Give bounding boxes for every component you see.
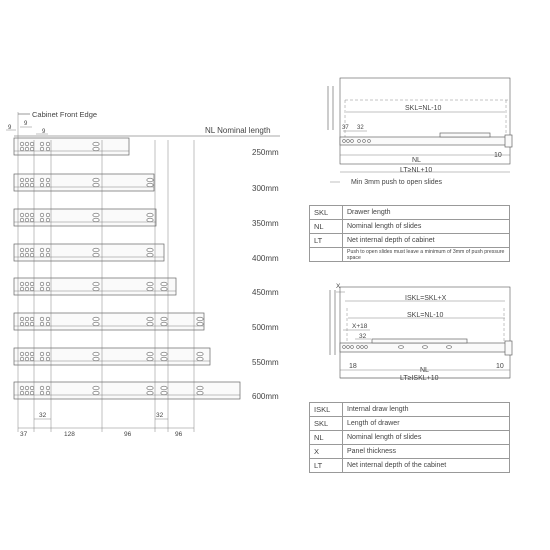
cabinet-front-edge-label: Cabinet Front Edge [32,110,98,119]
mounting-slot [161,317,167,321]
mounting-hole [25,178,29,182]
legend-row [310,206,510,220]
mounting-slot [93,218,99,222]
mounting-hole [40,322,44,326]
mounting-hole [46,287,50,291]
legend-abbr: NL [310,431,343,445]
mounting-hole [25,282,29,286]
mounting-slot [197,391,203,395]
legend-desc: Net internal depth of the cabinet [343,459,510,473]
slide-rail [14,278,176,295]
mounting-hole [46,147,50,151]
mounting-slot [147,391,153,395]
legend-row [310,234,510,248]
mounting-hole [40,248,44,252]
dim-32-b: 32 [156,412,164,419]
mounting-hole [40,218,44,222]
mounting-slot [93,178,99,182]
mounting-slot [161,357,167,361]
mounting-hole [30,213,34,217]
legend-abbr: ISKL [310,403,343,417]
dim-32: 32 [357,125,364,131]
legend-row [310,459,510,473]
mounting-hole [20,218,24,222]
mounting-hole [25,253,29,257]
dim-32-a: 32 [39,412,47,419]
mounting-slot [93,352,99,356]
mounting-hole [46,253,50,257]
legend-abbr [310,248,343,262]
mounting-slot [197,357,203,361]
mounting-slot [147,218,153,222]
legend-table-2 [309,402,510,473]
mounting-hole [30,218,34,222]
legend-abbr: X [310,445,343,459]
mounting-hole [30,142,34,146]
mounting-hole [40,213,44,217]
legend-desc: Nominal length of slides [343,431,510,445]
mounting-slot [197,352,203,356]
mounting-hole [20,352,24,356]
mounting-hole [46,183,50,187]
mounting-hole [20,248,24,252]
mounting-hole [25,391,29,395]
mounting-hole [30,317,34,321]
legend-row [310,445,510,459]
legend-abbr: LT [310,234,343,248]
mounting-hole [30,287,34,291]
mounting-hole [40,147,44,151]
nl-nominal-length-label: NL Nominal length [205,126,271,135]
mounting-hole [40,357,44,361]
mounting-slot [93,253,99,257]
legend-desc: Panel thickness [343,445,510,459]
mounting-slot [147,183,153,187]
legend-desc: Drawer length [343,206,510,220]
slide-rail [14,313,204,330]
mounting-hole [46,317,50,321]
mounting-hole [25,147,29,151]
slide-length-label: 250mm [252,148,279,157]
mounting-hole [40,142,44,146]
iskl-formula-label: ISKL=SKL+X [405,295,447,302]
mounting-hole [30,357,34,361]
mounting-hole [30,391,34,395]
mounting-slot [93,386,99,390]
mounting-hole [30,352,34,356]
dim-32: 32 [359,333,367,340]
mounting-slot [93,322,99,326]
dim-96-b: 96 [175,431,183,438]
mounting-hole [46,142,50,146]
x-label: X [336,283,341,290]
slide-length-label: 550mm [252,358,279,367]
mounting-hole [30,386,34,390]
legend-abbr: SKL [310,417,343,431]
mounting-slot [93,282,99,286]
mounting-slot [93,183,99,187]
slide-length-label: 450mm [252,288,279,297]
mounting-hole [40,183,44,187]
mounting-hole [20,183,24,187]
mounting-hole [46,357,50,361]
mounting-hole [30,248,34,252]
mounting-hole [20,147,24,151]
dim-37: 37 [342,125,349,131]
mounting-hole [25,142,29,146]
mounting-hole [20,253,24,257]
legend-table-1 [309,205,510,262]
mounting-slot [93,391,99,395]
mounting-hole [46,391,50,395]
legend-desc: Push to open slides must leave a minimum of 3mm of push pressure space [343,248,510,262]
dim-37: 37 [20,431,28,438]
mounting-slot [161,386,167,390]
mounting-hole [25,317,29,321]
mounting-hole [20,386,24,390]
legend-desc: Length of drawer [343,417,510,431]
dim-96-a: 96 [124,431,132,438]
dim-9-b: 9 [24,121,28,127]
mounting-slot [93,317,99,321]
mounting-slot [93,142,99,146]
legend-row [310,417,510,431]
lt-formula-label: LT≥NL+10 [400,167,433,174]
mounting-slot [147,287,153,291]
slide-rail [14,138,129,155]
mounting-hole [46,248,50,252]
mounting-slot [161,391,167,395]
legend-row [310,431,510,445]
mounting-hole [46,386,50,390]
mounting-slot [147,253,153,257]
x-plus-18-label: X+18 [352,323,368,330]
mounting-hole [20,178,24,182]
slide-length-label: 400mm [252,254,279,263]
dim-18: 18 [349,363,357,370]
mounting-slot [197,386,203,390]
slide-length-label: 600mm [252,392,279,401]
slide-length-label: 300mm [252,184,279,193]
mounting-slot [147,213,153,217]
mounting-slot [93,213,99,217]
min-push-note: Min 3mm push to open slides [351,179,443,186]
mounting-slot [161,287,167,291]
mounting-hole [25,287,29,291]
legend-desc: Internal draw length [343,403,510,417]
mounting-slot [147,248,153,252]
mounting-hole [46,178,50,182]
skl-formula-label: SKL=NL-10 [405,105,442,112]
mounting-slot [147,352,153,356]
dim-9-a: 9 [8,125,12,131]
lt-formula-label: LT≥ISKL+10 [400,375,439,382]
mounting-hole [30,322,34,326]
legend-abbr: NL [310,220,343,234]
mounting-slot [147,317,153,321]
legend-abbr: LT [310,459,343,473]
nl-label: NL [412,157,421,164]
mounting-slot [147,357,153,361]
mounting-hole [40,282,44,286]
mounting-hole [30,253,34,257]
legend-abbr: SKL [310,206,343,220]
mounting-hole [25,248,29,252]
dim-9-c: 9 [42,129,46,135]
mounting-hole [20,142,24,146]
mounting-slot [197,322,203,326]
dim-10: 10 [494,152,502,159]
mounting-hole [46,322,50,326]
mounting-slot [147,178,153,182]
mounting-hole [20,287,24,291]
mounting-slot [147,386,153,390]
nl-label: NL [420,367,429,374]
slide-rail [14,209,156,226]
mounting-hole [25,322,29,326]
mounting-hole [25,183,29,187]
legend-row [310,248,510,262]
slide-rail [14,174,154,191]
inset-drawer-diagram [330,283,512,382]
mounting-slot [161,352,167,356]
mounting-hole [30,178,34,182]
mounting-hole [46,282,50,286]
mounting-slot [93,248,99,252]
mounting-slot [93,147,99,151]
mounting-hole [40,391,44,395]
mounting-hole [40,352,44,356]
slide-rails [14,138,240,399]
mounting-slot [93,357,99,361]
mounting-hole [40,287,44,291]
mounting-slot [161,322,167,326]
mounting-hole [25,357,29,361]
skl-formula-label: SKL=NL-10 [407,312,444,319]
slide-rail [14,244,164,261]
legend-row [310,403,510,417]
mounting-hole [46,213,50,217]
mounting-slot [161,282,167,286]
mounting-slot [147,282,153,286]
mounting-hole [30,147,34,151]
mounting-hole [20,317,24,321]
push-to-open-diagram [328,78,512,186]
mounting-hole [40,253,44,257]
mounting-hole [20,213,24,217]
dim-128: 128 [64,431,75,438]
left-slide-length-diagram [6,110,280,438]
mounting-slot [147,322,153,326]
mounting-hole [40,317,44,321]
mounting-hole [20,357,24,361]
bottom-dimensions [18,412,194,438]
dim-10: 10 [496,363,504,370]
mounting-hole [25,386,29,390]
slide-length-label: 500mm [252,323,279,332]
mounting-slot [93,287,99,291]
mounting-hole [20,282,24,286]
mounting-hole [40,386,44,390]
mounting-hole [30,282,34,286]
mounting-hole [20,322,24,326]
slide-rail [14,382,240,399]
mounting-hole [20,391,24,395]
mounting-hole [25,213,29,217]
mounting-hole [40,178,44,182]
mounting-slot [197,317,203,321]
legend-desc: Nominal length of slides [343,220,510,234]
mounting-hole [30,183,34,187]
mounting-hole [46,218,50,222]
mounting-hole [25,352,29,356]
mounting-hole [46,352,50,356]
mounting-hole [25,218,29,222]
legend-desc: Net internal depth of cabinet [343,234,510,248]
slide-length-label: 350mm [252,219,279,228]
legend-row [310,220,510,234]
slide-rail [14,348,210,365]
